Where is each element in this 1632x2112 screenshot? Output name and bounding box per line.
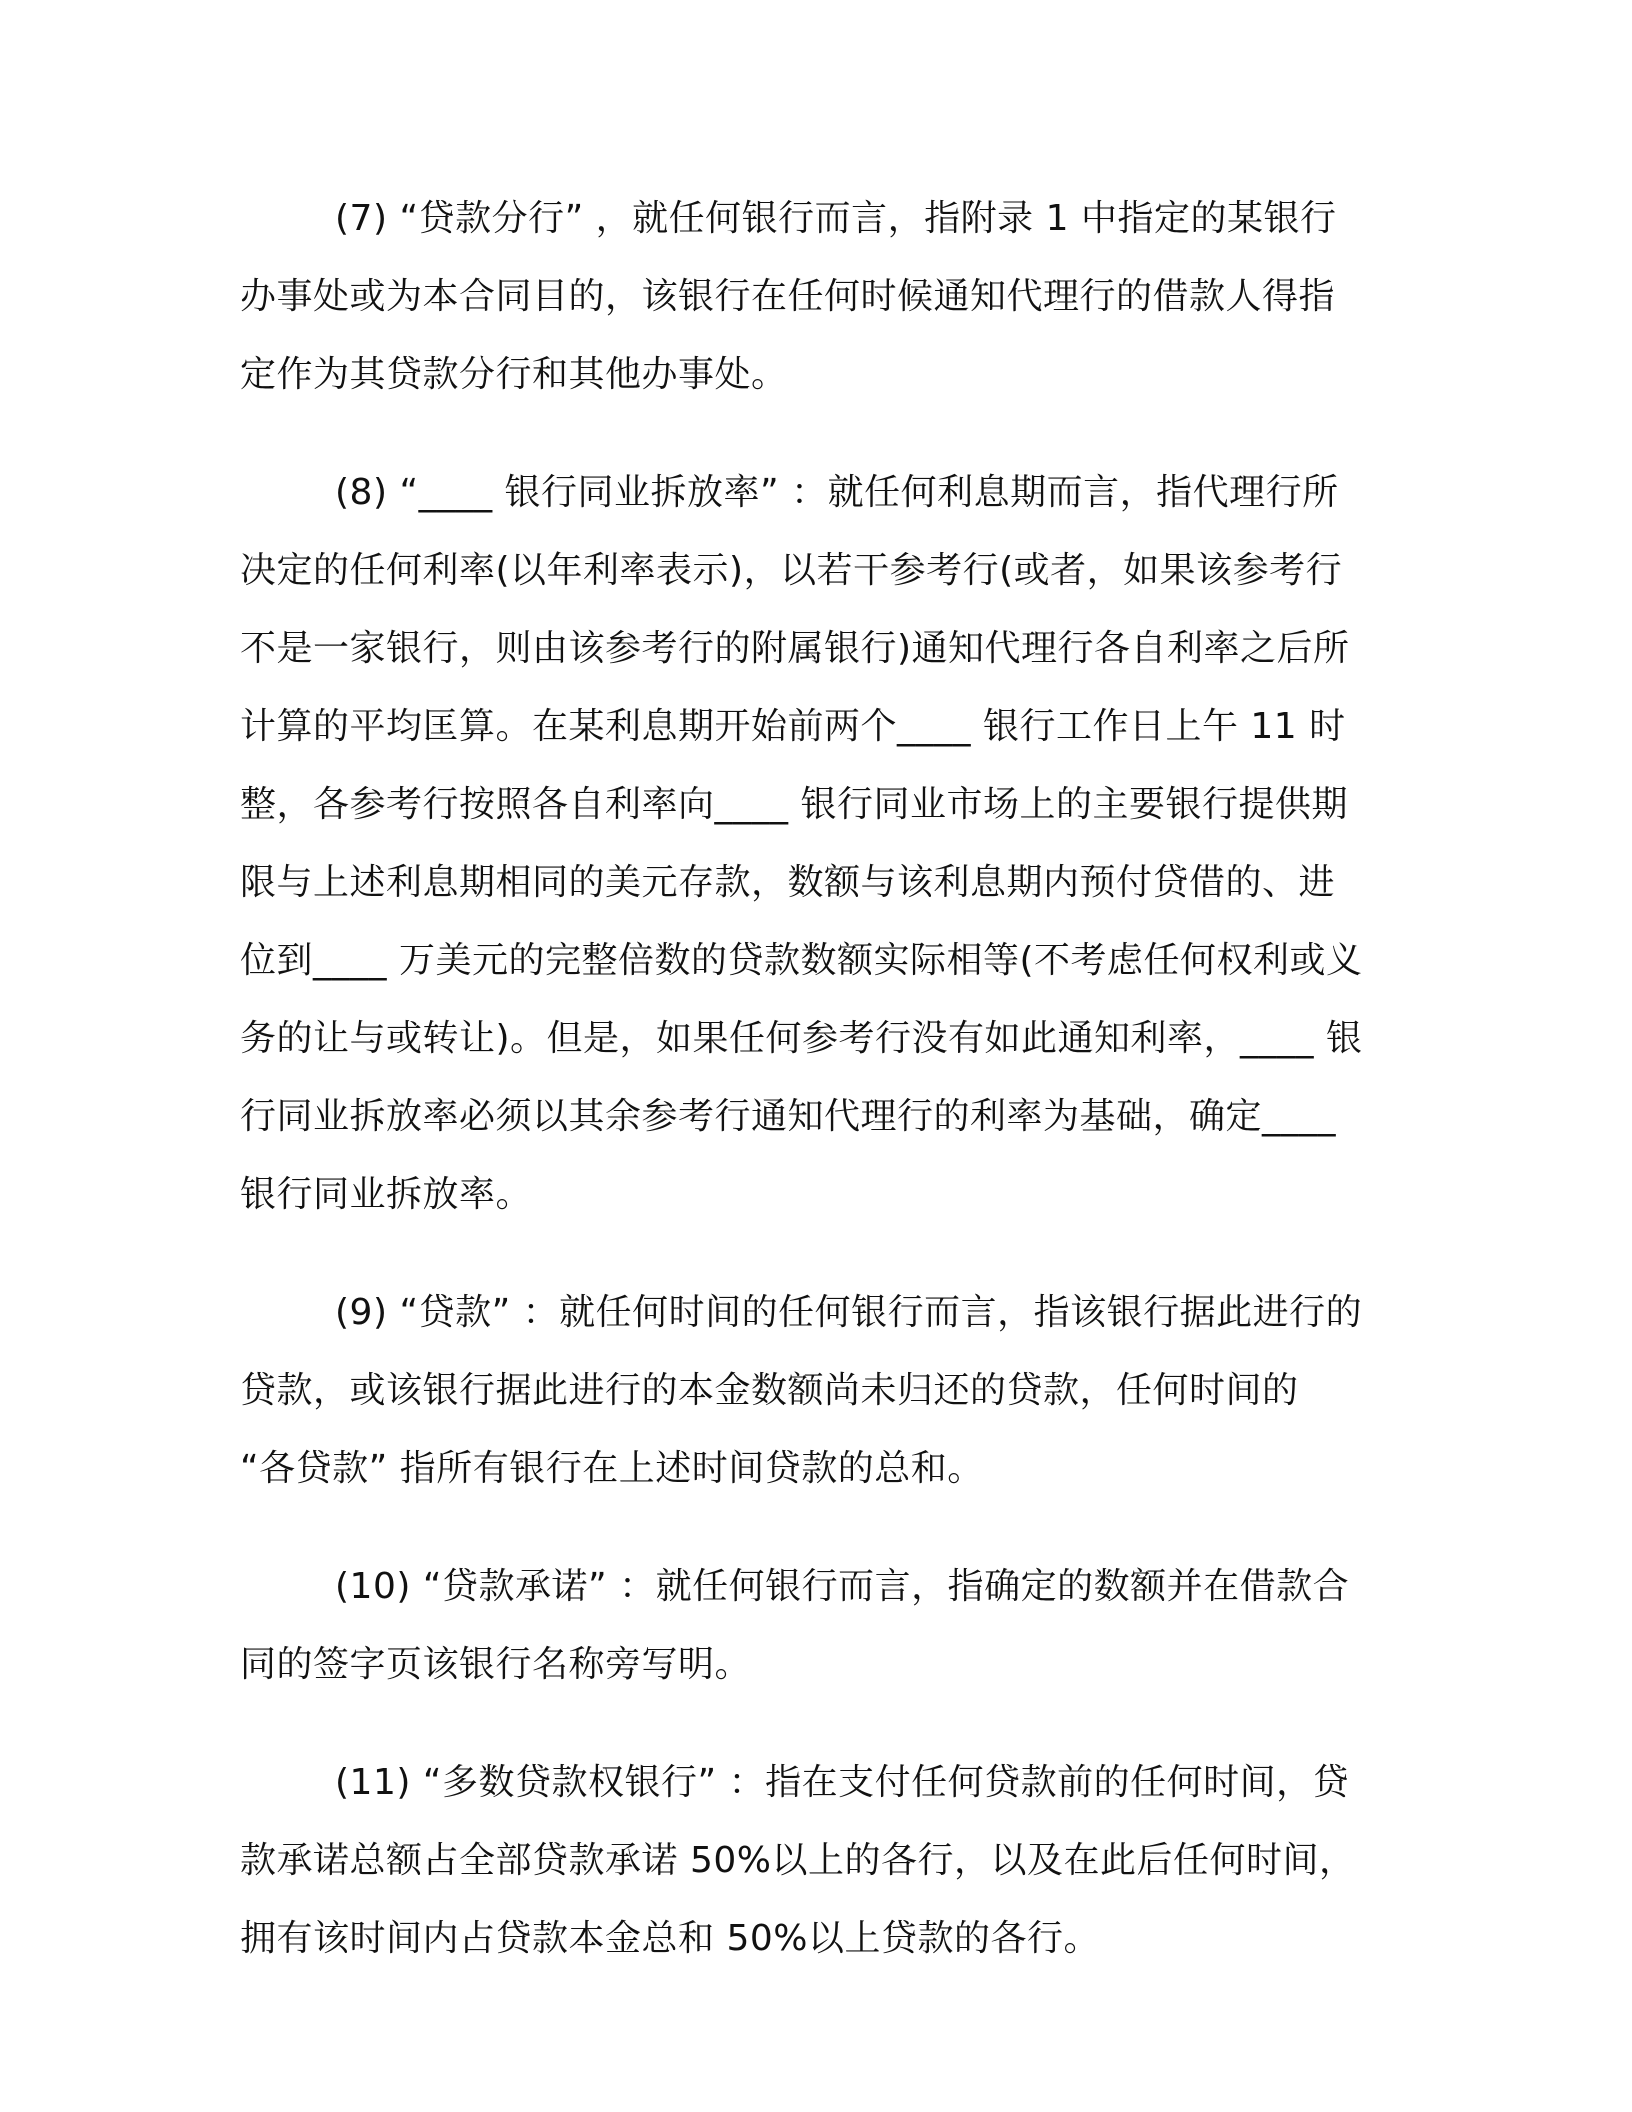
paragraph-line: 拥有该时间内占贷款本金总和 50%以上贷款的各行。 bbox=[240, 1918, 1100, 1959]
paragraph-line: 不是一家银行，则由该参考行的附属银行)通知代理行各自利率之后所 bbox=[240, 628, 1350, 669]
paragraph-line: 整，各参考行按照各自利率向____ 银行同业市场上的主要银行提供期 bbox=[240, 784, 1348, 825]
paragraph-line: (11) “多数贷款权银行” ：指在支付任何贷款前的任何时间，贷 bbox=[335, 1762, 1350, 1803]
definition-paragraph-7 bbox=[240, 180, 1390, 414]
paragraph-line: 位到____ 万美元的完整倍数的贷款数额实际相等(不考虑任何权利或义 bbox=[240, 940, 1363, 981]
paragraph-line: 定作为其贷款分行和其他办事处。 bbox=[240, 354, 788, 395]
paragraph-line: (9) “贷款” ：就任何时间的任何银行而言，指该银行据此进行的 bbox=[335, 1292, 1363, 1333]
definition-paragraph-8 bbox=[240, 454, 1390, 1234]
paragraph-line: 同的签字页该银行名称旁写明。 bbox=[240, 1644, 752, 1685]
document-body bbox=[240, 180, 1390, 2018]
paragraph-line: 款承诺总额占全部贷款承诺 50%以上的各行，以及在此后任何时间， bbox=[240, 1840, 1356, 1881]
paragraph-line: “各贷款” 指所有银行在上述时间贷款的总和。 bbox=[240, 1448, 984, 1489]
paragraph-line: (8) “____ 银行同业拆放率” ：就任何利息期而言，指代理行所 bbox=[335, 472, 1339, 513]
paragraph-line: 办事处或为本合同目的，该银行在任何时候通知代理行的借款人得指 bbox=[240, 276, 1336, 317]
paragraph-line: (7) “贷款分行” ，就任何银行而言，指附录 1 中指定的某银行 bbox=[335, 198, 1337, 239]
paragraph-line: 决定的任何利率(以年利率表示)，以若干参考行(或者，如果该参考行 bbox=[240, 550, 1343, 591]
definition-paragraph-11 bbox=[240, 1744, 1390, 1978]
paragraph-line: (10) “贷款承诺” ：就任何银行而言，指确定的数额并在借款合 bbox=[335, 1566, 1350, 1607]
paragraph-line: 银行同业拆放率。 bbox=[240, 1174, 533, 1215]
paragraph-line: 计算的平均匡算。在某利息期开始前两个____ 银行工作日上午 11 时 bbox=[240, 706, 1346, 747]
definition-paragraph-9 bbox=[240, 1274, 1390, 1508]
paragraph-line: 贷款，或该银行据此进行的本金数额尚未归还的贷款，任何时间的 bbox=[240, 1370, 1299, 1411]
definition-paragraph-10 bbox=[240, 1548, 1390, 1704]
paragraph-line: 务的让与或转让)。但是，如果任何参考行没有如此通知利率，____ 银 bbox=[240, 1018, 1363, 1059]
paragraph-line: 限与上述利息期相同的美元存款，数额与该利息期内预付贷借的、进 bbox=[240, 862, 1336, 903]
paragraph-line: 行同业拆放率必须以其余参考行通知代理行的利率为基础，确定____ bbox=[240, 1096, 1337, 1137]
